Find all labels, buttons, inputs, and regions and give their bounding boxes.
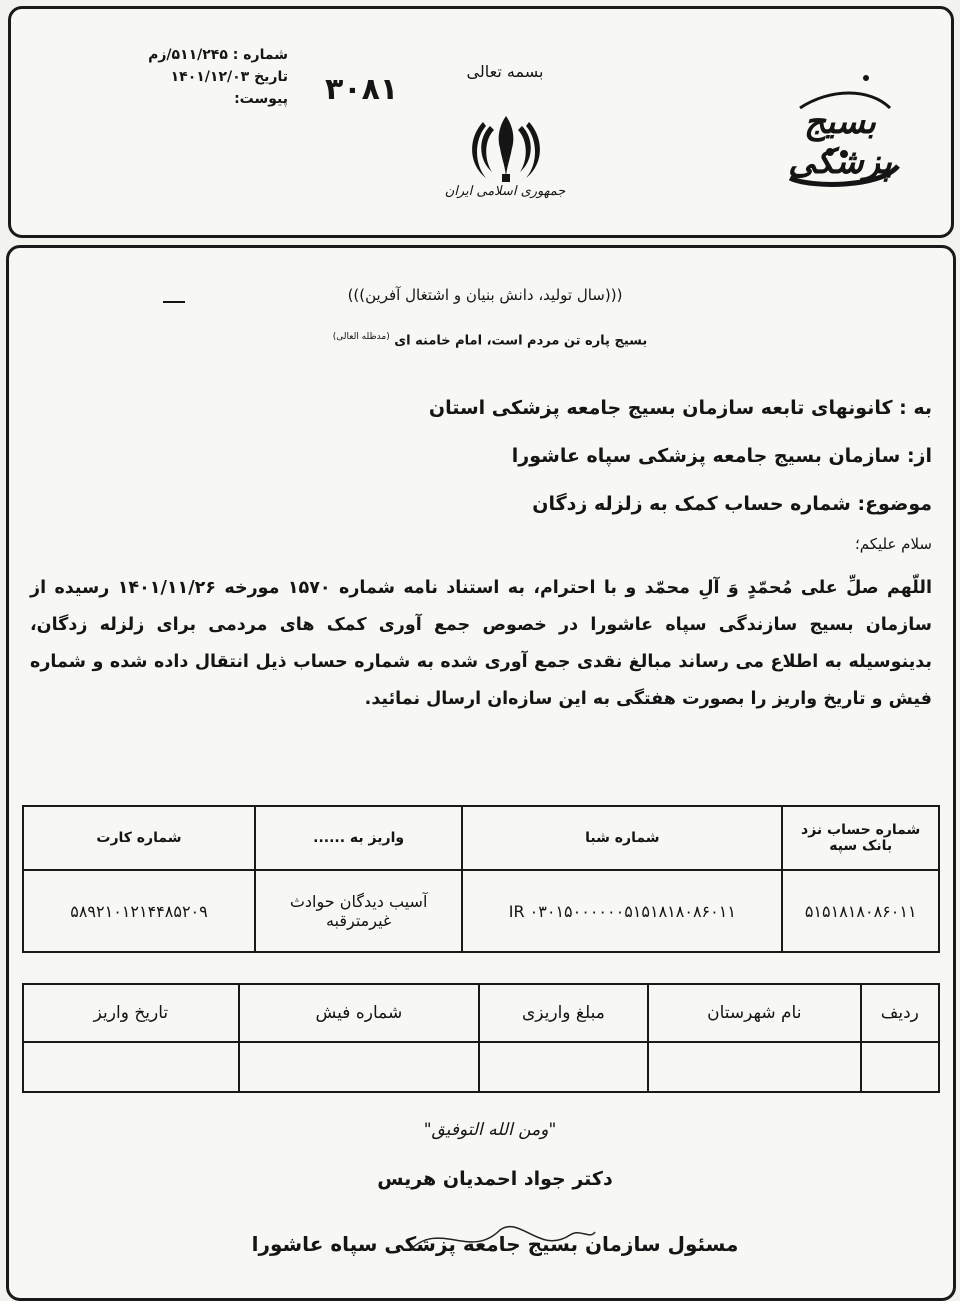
deposit-to-cell: آسیب دیدگان حوادث غیرمترقبه bbox=[255, 870, 462, 952]
separator-dash bbox=[163, 301, 185, 303]
account-number-header: شماره حساب نزد بانک سپه bbox=[782, 806, 939, 870]
deposit-to-header: واریز به ...... bbox=[255, 806, 462, 870]
date-value: ۱۴۰۱/۱۲/۰۳ bbox=[170, 69, 250, 85]
date-row bbox=[118, 66, 288, 88]
attachment-row bbox=[118, 88, 288, 110]
account-table bbox=[22, 805, 940, 953]
leader-quote bbox=[270, 332, 710, 348]
sheba-cell: IR ۰۳۰۱۵۰۰۰۰۰۰۵۱۵۱۸۱۸۰۸۶۰۱۱ bbox=[462, 870, 782, 952]
sheba-header: شماره شبا bbox=[462, 806, 782, 870]
row-number-cell bbox=[861, 1042, 939, 1092]
account-table-header-row bbox=[23, 806, 939, 870]
subject-line: موضوع: شماره حساب کمک به زلزله زدگان bbox=[532, 493, 932, 515]
closing-phrase: "ومن الله التوفیق" bbox=[423, 1120, 557, 1140]
greeting: سلام علیکم؛ bbox=[854, 535, 932, 553]
report-table-header-row bbox=[23, 984, 939, 1042]
republic-caption: جمهوری اسلامی ایران bbox=[444, 184, 566, 199]
receipt-number-cell bbox=[239, 1042, 479, 1092]
attachment-label: پیوست: bbox=[234, 91, 288, 107]
signature-mark bbox=[400, 1210, 600, 1270]
quote-honorific: (مدظله العالی) bbox=[332, 332, 390, 342]
city-cell bbox=[648, 1042, 861, 1092]
amount-header: مبلغ واریزی bbox=[479, 984, 648, 1042]
to-line: به : کانونهای تابعه سازمان بسیج جامعه پزشکی استان bbox=[428, 397, 932, 419]
from-line: از: سازمان بسیج جامعه پزشکی سپاه عاشورا bbox=[511, 445, 932, 467]
receipt-number-header: شماره فیش bbox=[239, 984, 479, 1042]
signer-title: مسئول سازمان بسیج جامعه پزشکی سپاه عاشورا bbox=[251, 1232, 739, 1256]
report-table-empty-row bbox=[23, 1042, 939, 1092]
amount-cell bbox=[479, 1042, 648, 1092]
number-row bbox=[118, 44, 288, 66]
deposit-date-header: تاریخ واریز bbox=[23, 984, 239, 1042]
city-header: نام شهرستان bbox=[648, 984, 861, 1042]
bismillah: بسمه تعالی bbox=[466, 62, 544, 81]
account-number-cell: ۵۱۵۱۸۱۸۰۸۶۰۱۱ bbox=[782, 870, 939, 952]
card-number-cell: ۵۸۹۲۱۰۱۲۱۴۴۸۵۲۰۹ bbox=[23, 870, 255, 952]
date-label: تاریخ bbox=[254, 69, 288, 85]
number-value: ۵۱۱/۲۴۵/زم bbox=[148, 47, 228, 63]
iran-emblem-icon bbox=[466, 108, 546, 188]
year-motto: (((سال تولید، دانش بنیان و اشتغال آفرین))) bbox=[347, 286, 623, 304]
number-label: شماره : bbox=[232, 47, 288, 63]
deposit-report-table bbox=[22, 983, 940, 1093]
deposit-date-cell bbox=[23, 1042, 239, 1092]
card-number-header: شماره کارت bbox=[23, 806, 255, 870]
registration-number: ۳۰۸۱ bbox=[325, 72, 399, 107]
row-number-header: ردیف bbox=[861, 984, 939, 1042]
letter-paragraph: اللّهم صلِّ علی مُحمّدٍ وَ آلِ محمّد و با احترام، به استناد نامه شماره ۱۵۷۰ مورخه ۱۴۰۱/۱۱/۲۶ رسیده از سازمان بسیج سازندگی سپاه عاشورا در خصوص جمع آوری کمک های مردمی برای زلزله زدگان، بدینوسیله به اطلاع می رساند مبالغ نقدی جمع آوری شده به شماره حساب ذیل انتقال داده شده و شماره فیش و تاریخ واریز را بصورت هفتگی به این سازه‌ان ارسال نمائید. bbox=[30, 578, 932, 709]
quote-text: بسیج پاره تن مردم است، امام خامنه ای bbox=[394, 333, 648, 349]
account-table-row bbox=[23, 870, 939, 952]
basij-medical-logo bbox=[770, 48, 910, 198]
letter-meta bbox=[118, 44, 288, 110]
org-logo-text: بسیج پزشکی bbox=[788, 102, 892, 182]
signer-name: دکتر جواد احمدیان هریس bbox=[377, 1168, 613, 1190]
